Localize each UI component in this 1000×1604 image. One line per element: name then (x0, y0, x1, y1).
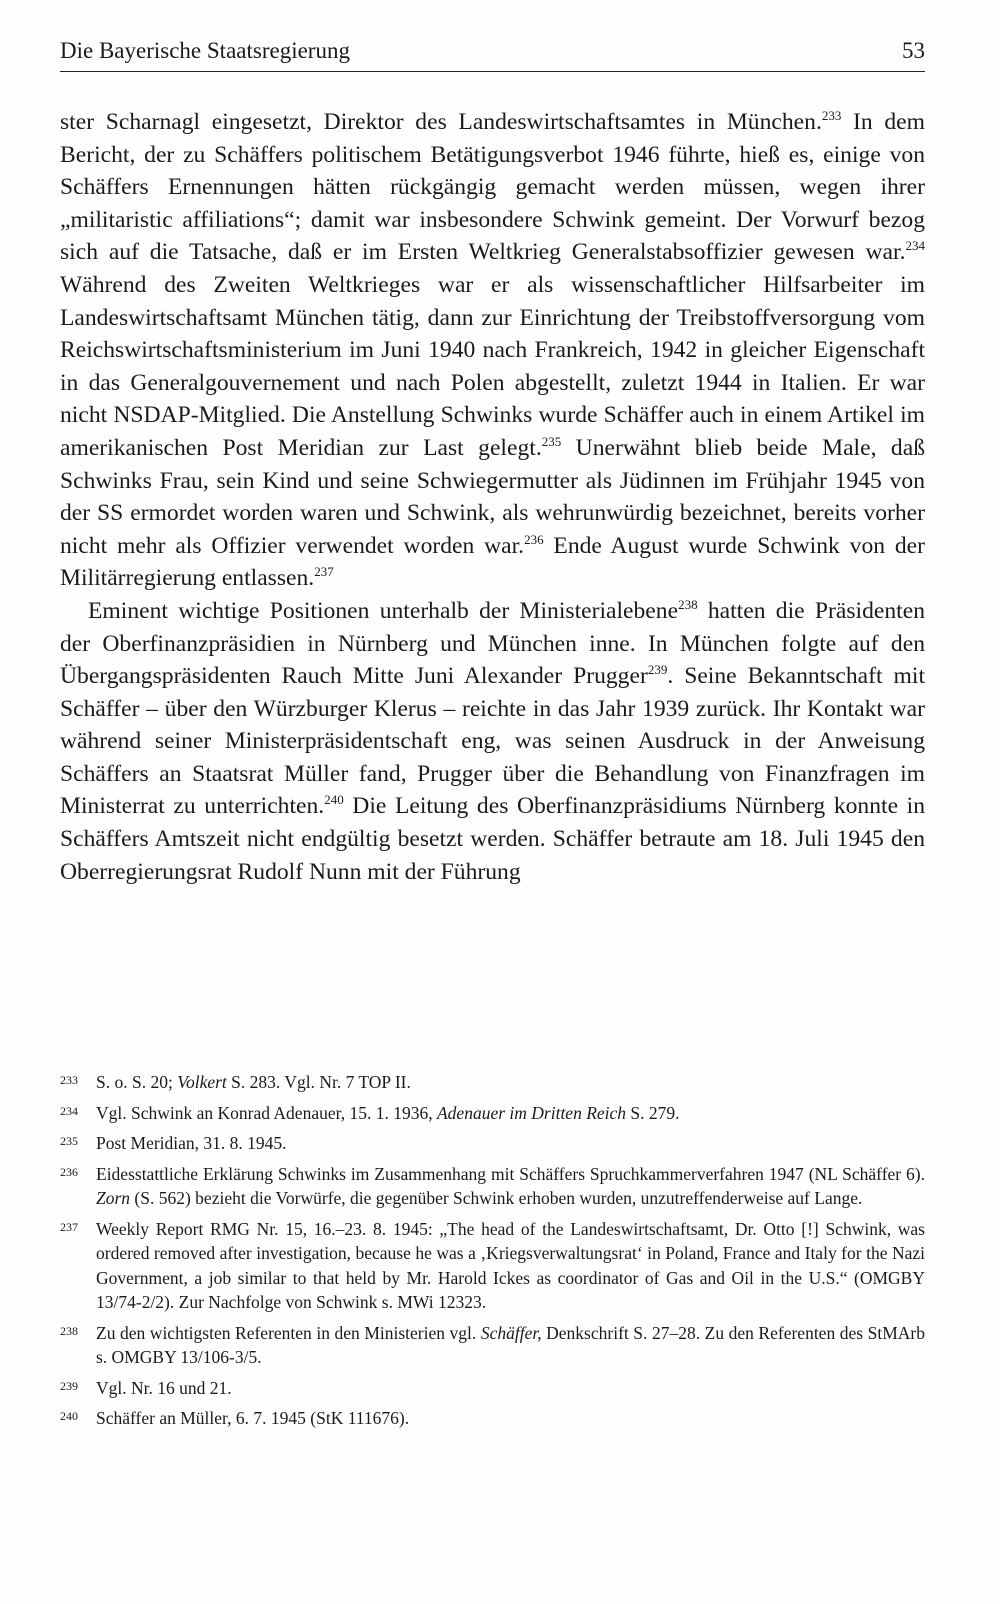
text-segment: Ende August wurde Schwink von der Militärregierung entlassen. (60, 532, 925, 592)
body-paragraph (60, 106, 925, 595)
footnote-text (96, 1321, 925, 1370)
footnote-reference: 233 (821, 108, 842, 123)
footnote-number: 235 (60, 1134, 78, 1148)
footnote-segment: Zu den wichtigsten Referenten in den Ministerien vgl. (96, 1322, 481, 1343)
footnote-text (96, 1217, 925, 1315)
footnote-text (96, 1131, 925, 1156)
text-segment: ster Scharnagl eingesetzt, Direktor des Landeswirtschaftsamtes in München. (60, 109, 822, 135)
footnote-segment: Post Meridian, 31. 8. 1945. (96, 1133, 287, 1153)
footnote (60, 1406, 925, 1431)
footnote-number: 234 (60, 1103, 78, 1118)
citation-italic: Schäffer, (480, 1322, 542, 1343)
footnote-segment: Denkschrift S. 27–28. Zu den Referenten des StMArb s. OMGBY 13/106-3/5. (96, 1322, 925, 1367)
footnote (60, 1162, 925, 1211)
footnote-segment: Schäffer an Müller, 6. 7. 1945 (StK 111676). (96, 1408, 410, 1428)
text-segment: hatten die Präsidenten der Oberfinanzpräsidien in Nürnberg und München inne. In München folgte auf den Übergangspräsidenten Rauch Mitte Juni Alexander Prugger (60, 597, 925, 690)
footnote-number: 237 (60, 1219, 78, 1234)
footnote (60, 1217, 925, 1315)
footnote-number: 233 (60, 1073, 78, 1087)
footnote-segment: (S. 562) bezieht die Vorwürfe, die gegenüber Schwink erhoben wurden, unzutreffenderweise auf Lange. (130, 1188, 863, 1208)
footnote-segment: Vgl. Nr. 16 und 21. (96, 1377, 232, 1398)
header-rule (60, 71, 925, 72)
footnote-reference: 236 (524, 531, 544, 547)
text-segment: Eminent wichtige Positionen unterhalb der Ministerialebene (88, 597, 679, 624)
footnote-reference: 235 (541, 433, 562, 449)
body-text (60, 106, 925, 888)
footnote-reference: 237 (314, 564, 334, 580)
text-segment: In dem Bericht, der zu Schäffers politischem Betätigungsverbot 1946 führte, hieß es, einige von Schäffers Ernennungen hätten rückgängig gemacht werden müssen, wegen ihrer „militaristic affiliations“; damit war insbesondere Schwink gemeint. Der Vorwurf bezog sich auf die Tatsache, daß er im Ersten Weltkrieg Generalstabsoffizier gewesen war. (60, 109, 925, 266)
running-head-title: Die Bayerische Staatsregierung (60, 38, 350, 63)
footnote-segment: Vgl. Schwink an Konrad Adenauer, 15. 1. 1936, (96, 1102, 437, 1123)
text-segment: Während des Zweiten Weltkrieges war er als wissenschaftlicher Hilfsarbeiter im Landeswirtschaftsamt München tätig, dann zur Einrichtung der Treibstoffversorgung vom Reichswirtschaftsministerium im Juni 1940 nach Frankreich, 1942 in gleicher Eigenschaft in das Generalgouvernement und nach Polen abgestellt, zuletzt 1944 in Italien. Er war nicht NSDAP-Mitglied. Die Anstellung Schwinks wurde Schäffer auch in einem Artikel im amerikanischen Post Meridian zur Last gelegt. (60, 271, 925, 461)
citation-italic: Adenauer im Dritten Reich (436, 1102, 627, 1123)
text-segment: . Seine Bekanntschaft mit Schäffer – über den Würzburger Klerus – reichte in das Jahr 1939 zurück. Ihr Kontakt war während seiner Ministerpräsidentschaft eng, was seinen Ausdruck in der Anweisung Schäffers an Staatsrat Müller fand, Prugger über die Behandlung von Finanzfragen im Ministerrat zu unterrichten. (60, 663, 925, 820)
footnote-segment: S. 279. (626, 1102, 680, 1123)
footnote-number: 236 (60, 1164, 78, 1179)
footnote (60, 1101, 925, 1126)
footnote-reference: 234 (905, 238, 925, 254)
footnote (60, 1376, 925, 1401)
footnote-segment: S. 283. Vgl. Nr. 7 TOP II. (226, 1072, 411, 1092)
footnote (60, 1321, 925, 1370)
body-paragraph (60, 595, 925, 888)
footnote-segment: Eidesstattliche Erklärung Schwinks im Zusammenhang mit Schäffers Spruchkammerverfahren 1947 (NL Schäffer 6). (96, 1163, 925, 1184)
footnote-segment: Weekly Report RMG Nr. 15, 16.–23. 8. 1945: „The head of the Landeswirtschaftsamt, Dr. Otto [!] Schwink, was ordered removed after investigation, because he was a ‚Kriegsverwaltungsrat‘ in Poland, France and Italy for the Nazi Government, a job similar to that held by Mr. Harold Ickes as coordinator of Gas and Oil in the U.S.“ (OMGBY 13/74-2/2). Zur Nachfolge von Schwink s. MWi 12323. (96, 1218, 925, 1312)
footnote-text (96, 1070, 925, 1095)
footnote (60, 1131, 925, 1156)
footnote-number: 240 (60, 1409, 78, 1423)
footnote-text (96, 1162, 925, 1211)
footnote-segment: S. o. S. 20; (96, 1072, 178, 1092)
footnote-text (96, 1406, 925, 1431)
citation-italic: Zorn (96, 1188, 131, 1208)
footnote-number: 238 (60, 1323, 78, 1338)
footnote (60, 1070, 925, 1095)
footnotes (60, 1070, 925, 1437)
footnote-text (96, 1101, 925, 1126)
running-head (60, 38, 925, 64)
footnote-text (96, 1376, 925, 1401)
text-segment: Unerwähnt blieb beide Male, daß Schwinks Frau, sein Kind und seine Schwiegermutter als Jüdinnen im Frühjahr 1945 von der SS ermordet worden waren und Schwink, als wehrunwürdig bezeichnet, bereits vorher nicht mehr als Offizier verwendet worden war. (60, 434, 925, 559)
page-number: 53 (902, 38, 925, 63)
footnote-reference: 238 (678, 596, 698, 612)
footnote-reference: 240 (324, 792, 344, 808)
citation-italic: Volkert (177, 1072, 227, 1092)
footnote-reference: 239 (647, 662, 668, 678)
text-segment: Die Leitung des Oberfinanzpräsidiums Nürnberg konnte in Schäffers Amtszeit nicht endgültig besetzt werden. Schäffer betraute am 18. Juli 1945 den Oberregierungsrat Rudolf Nunn mit der Führung (60, 793, 925, 885)
footnote-number: 239 (60, 1378, 78, 1393)
